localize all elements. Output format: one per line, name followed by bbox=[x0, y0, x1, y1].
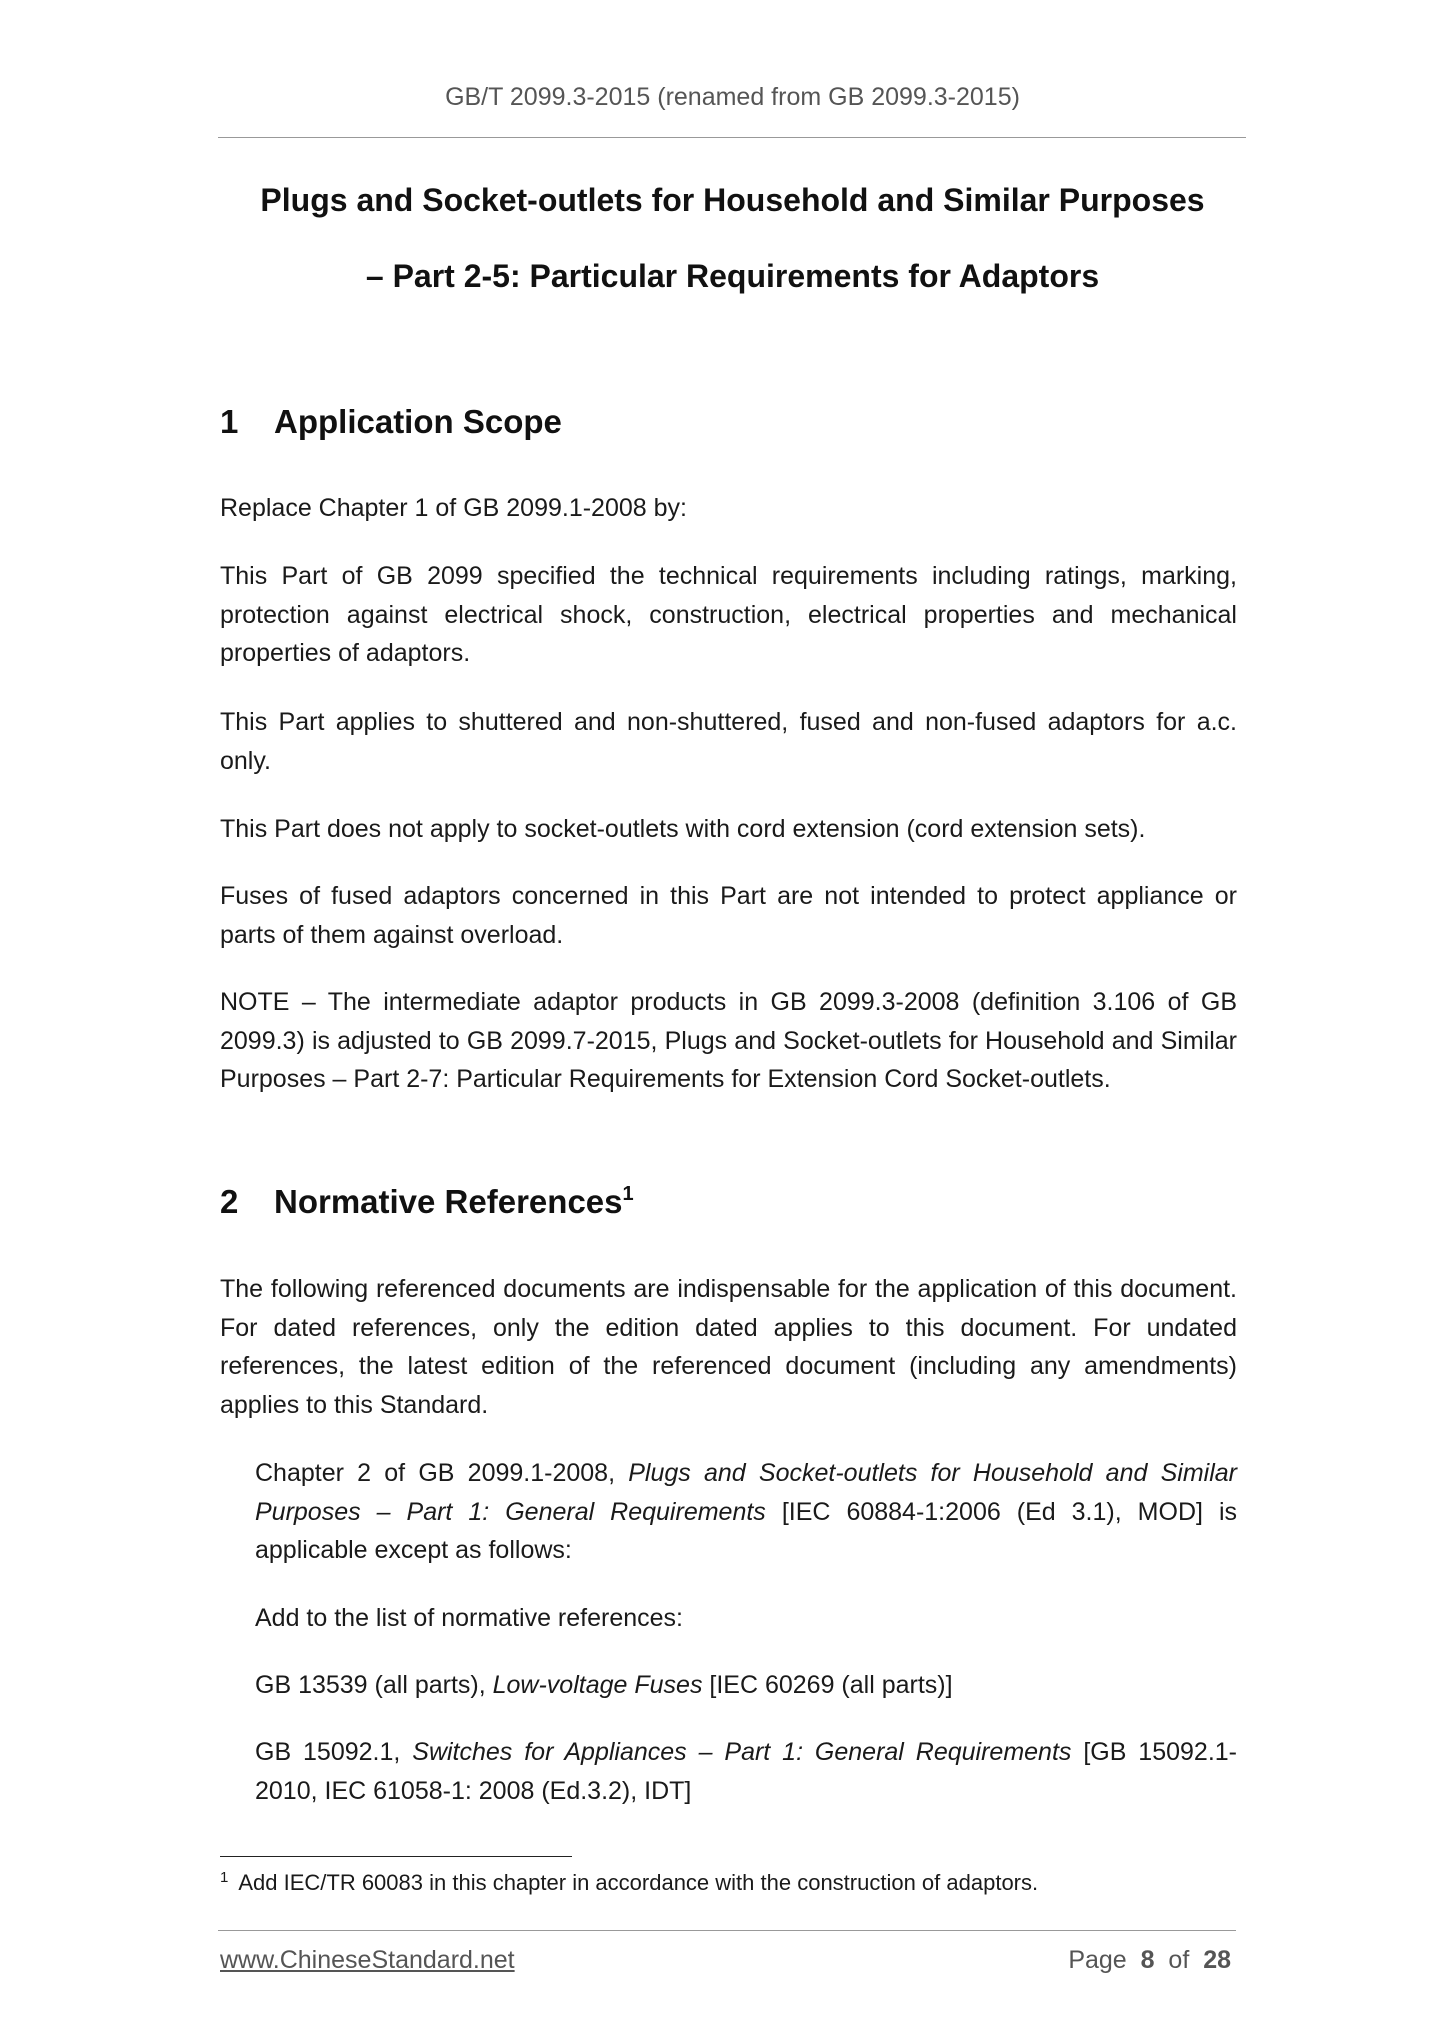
section-1-paragraph-3: This Part applies to shuttered and non-shuttered, fused and non-fused adaptors for a.c. only. bbox=[220, 708, 1237, 775]
footnote bbox=[220, 1870, 1038, 1896]
section-2-number: 2 bbox=[220, 1183, 239, 1220]
chapter-2-title: Plugs and Socket-outlets for Household and Similar Purposes – Part 1: General Requirements bbox=[255, 1459, 1237, 1526]
document-title-line-2: – Part 2-5: Particular Requirements for Adaptors bbox=[365, 258, 1100, 294]
footnote-separator bbox=[220, 1856, 572, 1857]
section-1-number: 1 bbox=[220, 403, 239, 440]
reference-gb-15092 bbox=[255, 1733, 1237, 1810]
chapter-2-reference bbox=[255, 1454, 1237, 1570]
gb-13539-prefix: GB 13539 (all parts), bbox=[255, 1671, 493, 1699]
document-title-line-1: Plugs and Socket-outlets for Household and Similar Purposes bbox=[260, 182, 1205, 218]
section-1-title: Application Scope bbox=[274, 403, 562, 440]
section-1-paragraph-2: This Part of GB 2099 specified the technical requirements including ratings, marking, protection against electrical shock, construction, electrical properties and mechanical properties of adaptors. bbox=[220, 562, 1237, 667]
of-word: of bbox=[1168, 1946, 1190, 1974]
gb-13539-suffix: [IEC 60269 (all parts)] bbox=[702, 1671, 953, 1699]
reference-gb-13539 bbox=[255, 1666, 1237, 1705]
section-2-intro: The following referenced documents are indispensable for the application of this document. For dated references, only the edition dated applies to this document. For undated references, the latest edition of the referenced document (including any amendments) applies to this Standard. bbox=[220, 1275, 1237, 1419]
gb-15092-prefix: GB 15092.1, bbox=[255, 1738, 413, 1766]
footnote-marker: 1 bbox=[220, 1869, 229, 1886]
gb-15092-suffix: [GB 15092.1-2010, IEC 61058-1: 2008 (Ed.3.2), IDT] bbox=[255, 1738, 1237, 1805]
gb-15092-title: Switches for Appliances – Part 1: General Requirements bbox=[412, 1738, 1072, 1766]
section-1-paragraph-5: Fuses of fused adaptors concerned in this Part are not intended to protect appliance or parts of them against overload. bbox=[220, 882, 1237, 949]
footnote-text: Add IEC/TR 60083 in this chapter in accordance with the construction of adaptors. bbox=[238, 1870, 1039, 1895]
section-1-note: NOTE – The intermediate adaptor products in GB 2099.3-2008 (definition 3.106 of GB 2099.3) is adjusted to GB 2099.7-2015, Plugs and Socket-outlets for Household and Similar Purposes – Part 2-7: Particular Requirements for Extension Cord Socket-outlets. bbox=[220, 988, 1237, 1093]
website-link[interactable]: www.ChineseStandard.net bbox=[220, 1946, 515, 1974]
footnote-reference: 1 bbox=[622, 1183, 634, 1205]
chapter-2-prefix: Chapter 2 of GB 2099.1-2008, bbox=[255, 1459, 629, 1487]
add-references-line: Add to the list of normative references: bbox=[255, 1604, 683, 1632]
total-pages: 28 bbox=[1203, 1946, 1231, 1974]
chapter-2-suffix: [IEC 60884-1:2006 (Ed 3.1), MOD] is applicable except as follows: bbox=[255, 1497, 1238, 1564]
section-2-heading bbox=[220, 1183, 634, 1221]
section-2-title: Normative References bbox=[274, 1183, 623, 1220]
section-1-paragraph-4: This Part does not apply to socket-outlets with cord extension (cord extension sets). bbox=[220, 815, 1146, 843]
page-number: 8 bbox=[1140, 1946, 1155, 1974]
page-word: Page bbox=[1068, 1946, 1127, 1974]
section-1-paragraph-1: Replace Chapter 1 of GB 2099.1-2008 by: bbox=[220, 494, 687, 522]
running-header: GB/T 2099.3-2015 (renamed from GB 2099.3-2015) bbox=[445, 83, 1020, 111]
footer-divider bbox=[218, 1930, 1236, 1931]
page-indicator bbox=[1068, 1946, 1231, 1975]
gb-13539-title: Low-voltage Fuses bbox=[492, 1671, 703, 1699]
header-divider bbox=[218, 137, 1246, 138]
section-1-heading bbox=[220, 403, 562, 441]
